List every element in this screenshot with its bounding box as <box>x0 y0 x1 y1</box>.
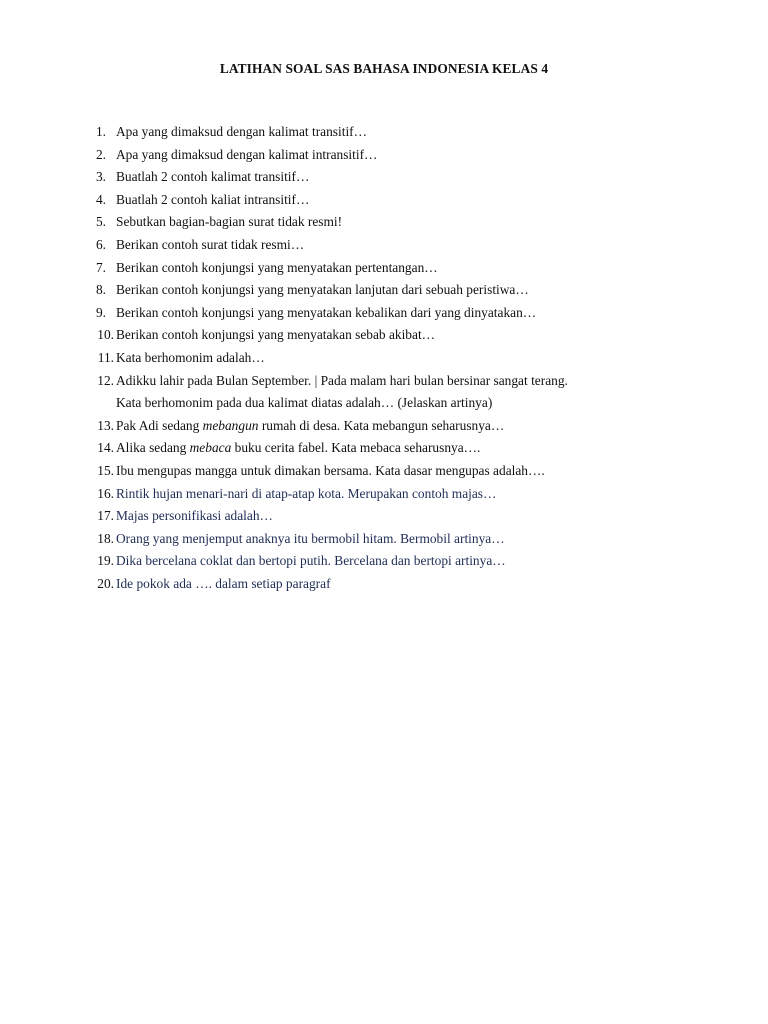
question-text: Berikan contoh konjungsi yang menyatakan sebab akibat… <box>116 327 436 343</box>
question-number: 5. <box>95 214 106 230</box>
question-number: 15. <box>97 462 114 478</box>
question-item-7 <box>90 257 690 280</box>
question-text: Berikan contoh konjungsi yang menyatakan pertentangan… <box>116 259 438 275</box>
question-text: Berikan contoh konjungsi yang menyatakan kebalikan dari yang dinyatakan… <box>116 304 537 320</box>
question-number: 2. <box>95 146 106 162</box>
question-text: Berikan contoh surat tidak resmi… <box>116 236 305 252</box>
question-item-8 <box>90 279 690 302</box>
question-text: Kata berhomonim adalah… <box>116 349 265 365</box>
question-number: 14. <box>97 440 114 456</box>
question-number: 10. <box>97 327 114 343</box>
question-item-18 <box>90 528 690 551</box>
question-number: 7. <box>95 259 106 275</box>
question-item-20 <box>90 573 690 596</box>
question-text: Berikan contoh konjungsi yang menyatakan lanjutan dari sebuah peristiwa… <box>116 282 529 298</box>
question-item-4 <box>90 189 690 212</box>
question-item-6 <box>90 234 690 257</box>
question-item-2 <box>90 144 690 167</box>
question-item-10 <box>90 324 690 347</box>
question-item-12 <box>90 370 690 415</box>
question-number: 1. <box>95 124 106 139</box>
question-item-1 <box>90 121 690 144</box>
question-number: 19. <box>97 553 114 569</box>
question-text <box>116 418 504 433</box>
question-number: 20. <box>97 575 114 591</box>
question-number: 9. <box>95 304 106 320</box>
question-item-13 <box>90 415 690 438</box>
question-text-emphasis: mebangun <box>202 417 259 433</box>
question-text: Apa yang dimaksud dengan kalimat intransitif… <box>116 146 378 162</box>
question-text: Apa yang dimaksud dengan kalimat transitif… <box>116 124 368 139</box>
question-text-post: rumah di desa. Kata mebangun seharusnya… <box>258 417 505 433</box>
question-text: Dika bercelana coklat dan bertopi putih. Bercelana dan bertopi artinya… <box>116 553 506 569</box>
question-item-9 <box>90 302 690 325</box>
question-item-14 <box>90 437 690 460</box>
page-title: LATIHAN SOAL SAS BAHASA INDONESIA KELAS 4 <box>219 61 549 76</box>
question-text <box>116 440 480 455</box>
question-text: Buatlah 2 contoh kalimat transitif… <box>116 169 310 185</box>
question-number: 12. <box>97 372 114 388</box>
question-number: 8. <box>95 282 106 298</box>
question-text: Buatlah 2 contoh kaliat intransitif… <box>116 191 310 207</box>
question-text-post: buku cerita fabel. Kata mebaca seharusnya…. <box>231 440 481 456</box>
question-number: 11. <box>97 349 114 365</box>
question-text: Rintik hujan menari-nari di atap-atap kota. Merupakan contoh majas… <box>116 485 497 501</box>
question-item-17 <box>90 505 690 528</box>
question-text-line-1: Adikku lahir pada Bulan September. | Pada malam hari bulan bersinar sangat terang. <box>116 372 568 388</box>
question-number: 16. <box>97 485 114 501</box>
question-text: Sebutkan bagian-bagian surat tidak resmi! <box>116 214 343 230</box>
question-number: 4. <box>95 191 106 207</box>
question-text: Ibu mengupas mangga untuk dimakan bersama. Kata dasar mengupas adalah…. <box>116 462 545 478</box>
question-text-emphasis: mebaca <box>189 440 232 456</box>
question-text: Orang yang menjemput anaknya itu bermobil hitam. Bermobil artinya… <box>116 530 505 546</box>
question-item-19 <box>90 550 690 573</box>
question-item-3 <box>90 166 690 189</box>
question-number: 17. <box>97 508 114 524</box>
question-text-line-2: Kata berhomonim pada dua kalimat diatas adalah… (Jelaskan artinya) <box>116 395 493 411</box>
question-number: 18. <box>97 530 114 546</box>
question-text: Majas personifikasi adalah… <box>116 508 273 524</box>
question-item-16 <box>90 483 690 506</box>
question-number: 3. <box>95 169 106 185</box>
question-item-11 <box>90 347 690 370</box>
question-text-pre: Alika sedang <box>116 440 190 456</box>
question-text-pre: Pak Adi sedang <box>116 417 203 433</box>
question-item-5 <box>90 211 690 234</box>
question-text: Ide pokok ada …. dalam setiap paragraf <box>116 575 331 591</box>
question-number: 13. <box>97 417 114 433</box>
question-item-15 <box>90 460 690 483</box>
question-list <box>90 121 690 595</box>
question-number: 6. <box>95 236 106 252</box>
